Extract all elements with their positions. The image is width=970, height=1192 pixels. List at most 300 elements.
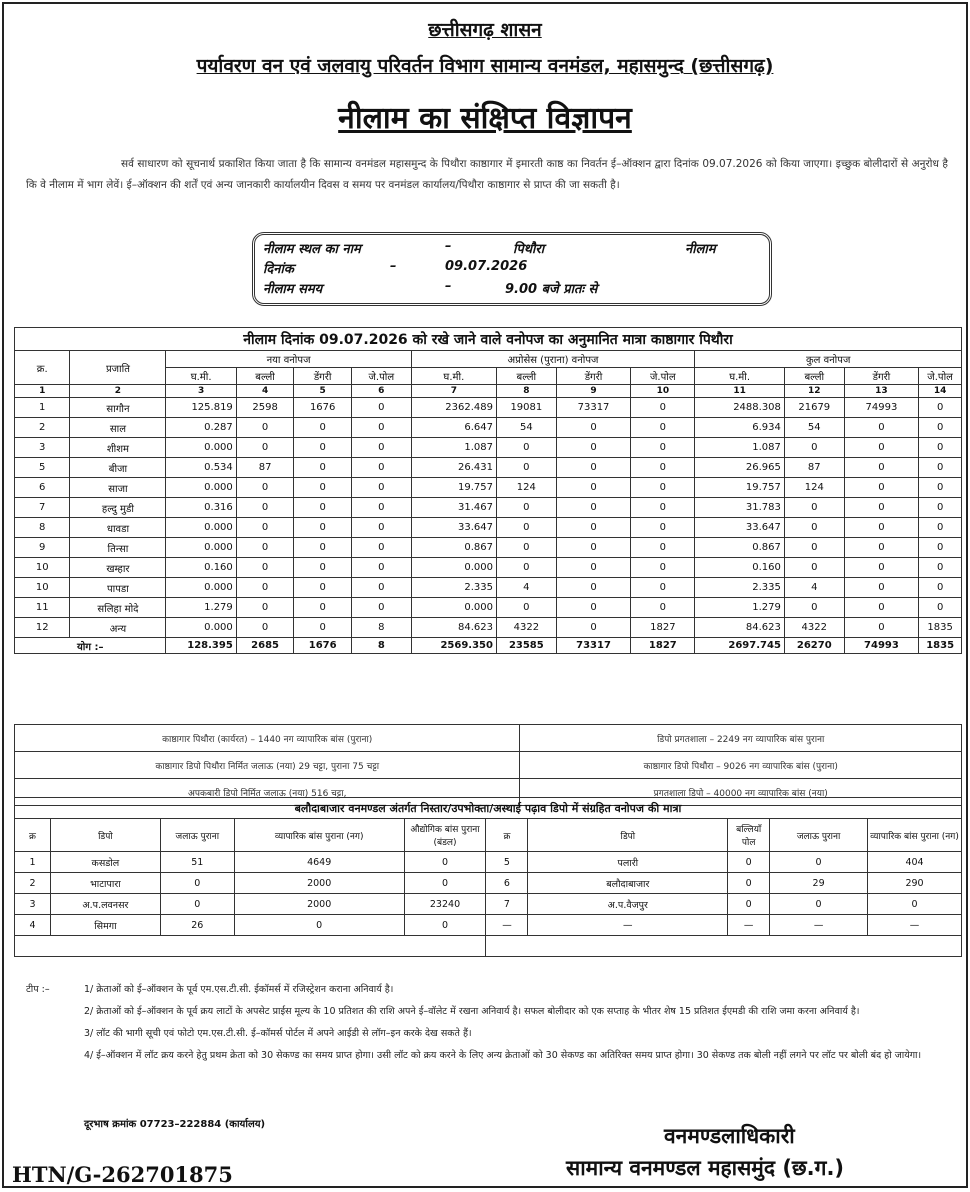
row-value: 0 xyxy=(631,398,695,418)
info-cell: प्रगतशाला डिपो – 40000 नग व्यापारिक बांस (नया) xyxy=(520,779,962,806)
row-sr: 10 xyxy=(15,578,70,598)
row-value: 0 xyxy=(631,418,695,438)
date-label: दिनांक xyxy=(263,262,294,277)
t2-cell: — xyxy=(528,915,728,936)
row-species: सागौन xyxy=(70,398,166,418)
table-row xyxy=(15,598,962,618)
t2-cell: 23240 xyxy=(404,894,486,915)
table-row xyxy=(15,398,962,418)
row-value: 1676 xyxy=(294,398,352,418)
row-species: खम्हार xyxy=(70,558,166,578)
row-sr: 10 xyxy=(15,558,70,578)
row-value: 0 xyxy=(351,538,411,558)
row-value: 0.160 xyxy=(695,558,785,578)
table-row xyxy=(15,852,962,873)
t2-cell: 404 xyxy=(868,852,962,873)
row-value: 0 xyxy=(496,458,556,478)
row-value: 0 xyxy=(631,438,695,458)
row-species: सलिहा मोदे xyxy=(70,598,166,618)
t2-left-header: औद्योगिक बांस पुराना (बंडल) xyxy=(404,819,486,852)
row-value: 2362.489 xyxy=(411,398,496,418)
row-value: 0 xyxy=(351,558,411,578)
row-value: 21679 xyxy=(784,398,844,418)
row-value: 84.623 xyxy=(411,618,496,638)
row-value: 0 xyxy=(556,618,631,638)
row-value: 0 xyxy=(294,498,352,518)
t2-cell: 2 xyxy=(15,873,51,894)
row-species: पापडा xyxy=(70,578,166,598)
col-number: 3 xyxy=(166,385,236,398)
t2-right-header: क्र xyxy=(486,819,528,852)
signatory-office: सामान्य वनमण्डल महासमुंद (छ.ग.) xyxy=(566,1156,845,1180)
row-value: 0 xyxy=(294,418,352,438)
t2-cell: 0 xyxy=(728,894,770,915)
row-value: 0.000 xyxy=(166,518,236,538)
row-value: 0 xyxy=(496,558,556,578)
row-value: 0 xyxy=(631,538,695,558)
place-label: नीलाम स्थल का नाम xyxy=(263,242,361,257)
row-value: 19.757 xyxy=(411,478,496,498)
t2-left-header: डिपो xyxy=(50,819,160,852)
row-value: 1835 xyxy=(919,618,962,638)
t2-cell: 4 xyxy=(15,915,51,936)
row-value: 0 xyxy=(236,538,294,558)
row-sr: 2 xyxy=(15,418,70,438)
t2-right-header: डिपो xyxy=(528,819,728,852)
t2-cell: 0 xyxy=(728,852,770,873)
row-species: हल्दु मुडी xyxy=(70,498,166,518)
row-value: 1.279 xyxy=(166,598,236,618)
row-species: बीजा xyxy=(70,458,166,478)
notice-title: नीलाम का संक्षिप्त विज्ञापन xyxy=(338,101,632,136)
row-value: 124 xyxy=(784,478,844,498)
row-value: 0 xyxy=(844,618,919,638)
col-sr: क्र. xyxy=(15,351,70,385)
intro-paragraph xyxy=(26,154,948,196)
row-value: 0 xyxy=(556,478,631,498)
row-value: 0 xyxy=(556,438,631,458)
t2-left-header: क्र xyxy=(15,819,51,852)
table-row xyxy=(15,558,962,578)
row-value: 0.000 xyxy=(411,598,496,618)
row-value: 54 xyxy=(496,418,556,438)
row-value: 0.000 xyxy=(166,578,236,598)
table-row xyxy=(15,478,962,498)
row-value: 4 xyxy=(496,578,556,598)
row-value: 74993 xyxy=(844,398,919,418)
t2-cell: 7 xyxy=(486,894,528,915)
sub-col-header: डेंगरी xyxy=(294,368,352,385)
row-value: 125.819 xyxy=(166,398,236,418)
t2-cell: 0 xyxy=(728,873,770,894)
row-value: 0 xyxy=(351,398,411,418)
auction-info-box xyxy=(252,232,772,306)
t2-cell: 0 xyxy=(770,894,868,915)
row-value: 0 xyxy=(919,418,962,438)
t2-cell: 4649 xyxy=(234,852,404,873)
col-number: 11 xyxy=(695,385,785,398)
col-species: प्रजाति xyxy=(70,351,166,385)
date-dash: – xyxy=(390,259,397,274)
publication-code: HTN/G-262701875 xyxy=(12,1162,233,1187)
total-value: 2685 xyxy=(236,638,294,654)
row-sr: 3 xyxy=(15,438,70,458)
t2-cell: सिमगा xyxy=(50,915,160,936)
table-row xyxy=(15,873,962,894)
office-phone: दूरभाष क्रमांक 07723–222884 (कार्यालय) xyxy=(84,1119,266,1130)
t2-cell: — xyxy=(770,915,868,936)
col-number: 4 xyxy=(236,385,294,398)
row-value: 0.867 xyxy=(411,538,496,558)
total-value: 2697.745 xyxy=(695,638,785,654)
sub-col-header: घ.मी. xyxy=(166,368,236,385)
group-total: कुल वनोपज xyxy=(695,351,962,368)
sub-col-header: जे.पोल xyxy=(631,368,695,385)
row-value: 0 xyxy=(844,598,919,618)
row-value: 0.000 xyxy=(166,538,236,558)
t2-cell: 51 xyxy=(160,852,234,873)
row-value: 6.647 xyxy=(411,418,496,438)
table-row xyxy=(15,578,962,598)
row-value: 0 xyxy=(294,558,352,578)
row-value: 4322 xyxy=(784,618,844,638)
row-value: 0 xyxy=(236,598,294,618)
t2-cell: 0 xyxy=(868,894,962,915)
total-value: 2569.350 xyxy=(411,638,496,654)
total-value: 74993 xyxy=(844,638,919,654)
place-value: पिथौरा xyxy=(513,242,545,257)
table-row xyxy=(15,894,962,915)
t2-cell: अ.प.लवनसर xyxy=(50,894,160,915)
sub-col-header: डेंगरी xyxy=(844,368,919,385)
group-old: अप्रोसेस (पुराना) वनोपज xyxy=(411,351,695,368)
t2-cell: 2000 xyxy=(234,894,404,915)
col-number: 6 xyxy=(351,385,411,398)
t2-cell: 0 xyxy=(404,873,486,894)
row-value: 0 xyxy=(919,598,962,618)
row-value: 0 xyxy=(844,438,919,458)
row-value: 0 xyxy=(236,518,294,538)
row-value: 0.000 xyxy=(166,478,236,498)
row-value: 0 xyxy=(496,538,556,558)
t2-cell: — xyxy=(728,915,770,936)
row-value: 0 xyxy=(784,498,844,518)
note-4: 4/ ई–ऑक्शन में लॉट क्रय करने हेतु प्रथम क्रेता को 30 सेकण्ड का समय प्राप्त होगा। उसी लॉट को क्रय करने के लिए अन्य क्रेताओं को 30 सेकण्ड का अतिरिक्त समय प्राप्त होगा। 30 सेकण्ड तक बोली नहीं लगने पर लॉट पर बोली बंद हो जायेगा। xyxy=(84,1050,922,1061)
row-value: 19081 xyxy=(496,398,556,418)
t2-cell: 0 xyxy=(160,873,234,894)
t2-cell: 0 xyxy=(160,894,234,915)
row-value: 0 xyxy=(844,518,919,538)
sub-col-header: जे.पोल xyxy=(351,368,411,385)
table-row xyxy=(15,498,962,518)
row-value: 0 xyxy=(631,558,695,578)
row-value: 0 xyxy=(236,478,294,498)
row-value: 73317 xyxy=(556,398,631,418)
sub-col-header: बल्ली xyxy=(784,368,844,385)
row-value: 0 xyxy=(294,618,352,638)
row-value: 0 xyxy=(556,598,631,618)
col-number: 14 xyxy=(919,385,962,398)
col-number: 2 xyxy=(70,385,166,398)
row-sr: 9 xyxy=(15,538,70,558)
row-value: 0 xyxy=(351,498,411,518)
sub-col-header: घ.मी. xyxy=(695,368,785,385)
row-sr: 7 xyxy=(15,498,70,518)
row-value: 0 xyxy=(236,418,294,438)
t2-cell: 5 xyxy=(486,852,528,873)
total-value: 1827 xyxy=(631,638,695,654)
sub-col-header: डेंगरी xyxy=(556,368,631,385)
total-label: योग :– xyxy=(15,638,166,654)
row-value: 26.965 xyxy=(695,458,785,478)
row-value: 0 xyxy=(294,598,352,618)
row-species: धावडा xyxy=(70,518,166,538)
row-value: 0 xyxy=(294,438,352,458)
t2-cell: बलौदाबाजार xyxy=(528,873,728,894)
notes-section xyxy=(26,979,946,1067)
row-species: तिन्सा xyxy=(70,538,166,558)
t2-cell: कसडोल xyxy=(50,852,160,873)
info-cell: काष्ठागार डिपो पिथौरा निर्मित जलाऊ (नया) 29 चट्टा, पुराना 75 चट्टा xyxy=(15,752,520,779)
row-value: 84.623 xyxy=(695,618,785,638)
signatory-title: वनमण्डलाधिकारी xyxy=(664,1124,795,1148)
row-value: 0 xyxy=(919,438,962,458)
total-value: 1676 xyxy=(294,638,352,654)
table-row xyxy=(15,518,962,538)
row-value: 0 xyxy=(351,478,411,498)
row-value: 0 xyxy=(351,438,411,458)
row-value: 0 xyxy=(919,578,962,598)
total-value: 128.395 xyxy=(166,638,236,654)
place-dash: – xyxy=(445,239,452,254)
row-value: 31.783 xyxy=(695,498,785,518)
table-row xyxy=(15,618,962,638)
intro-text: सर्व साधारण को सूचनार्थ प्रकाशित किया जाता है कि सामान्य वनमंडल महासमुन्द के पिथौरा काष्ठागार में इमारती काष्ठ का निवर्तन ई–ऑक्शन द्वारा दिनांक 09.07.2026 को किया जाएगा। इच्छुक बोलीदारों से अनुरोध है कि वे नीलाम में भाग लेवें। ई–ऑक्शन की शर्तें एवं अन्य जानकारी कार्यालयीन दिवस व समय पर वनमंडल कार्यालय/पिथौरा काष्ठागार से प्राप्त की जा सकती है। xyxy=(26,158,948,191)
row-value: 0 xyxy=(556,538,631,558)
t2-cell: पलारी xyxy=(528,852,728,873)
row-value: 33.647 xyxy=(411,518,496,538)
row-value: 4 xyxy=(784,578,844,598)
row-value: 1.087 xyxy=(411,438,496,458)
row-value: 33.647 xyxy=(695,518,785,538)
row-value: 0 xyxy=(919,518,962,538)
t2-right-header: बल्लियाँ पोल xyxy=(728,819,770,852)
row-value: 2598 xyxy=(236,398,294,418)
row-value: 0 xyxy=(351,418,411,438)
row-value: 0 xyxy=(496,438,556,458)
row-value: 1.279 xyxy=(695,598,785,618)
info-cell: अपकबारी डिपो निर्मित जलाऊ (नया) 516 चट्टा, xyxy=(15,779,520,806)
row-value: 1827 xyxy=(631,618,695,638)
row-sr: 5 xyxy=(15,458,70,478)
row-value: 26.431 xyxy=(411,458,496,478)
place-suffix: नीलाम xyxy=(685,242,716,257)
row-value: 6.934 xyxy=(695,418,785,438)
note-1: 1/ क्रेताओं को ई–ऑक्शन के पूर्व एम.एस.टी.सी. ईकॉमर्स में रजिस्ट्रेशन कराना अनिवार्य है। xyxy=(84,984,394,995)
baloda-bazar-table xyxy=(14,797,962,957)
row-value: 0 xyxy=(631,498,695,518)
t2-cell: अ.प.वैजपुर xyxy=(528,894,728,915)
row-sr: 12 xyxy=(15,618,70,638)
row-value: 0 xyxy=(236,578,294,598)
row-value: 0 xyxy=(784,598,844,618)
row-value: 0.316 xyxy=(166,498,236,518)
t2-cell: 0 xyxy=(234,915,404,936)
row-value: 0 xyxy=(844,538,919,558)
row-value: 0.000 xyxy=(166,438,236,458)
row-value: 87 xyxy=(236,458,294,478)
row-value: 0 xyxy=(556,498,631,518)
row-value: 0 xyxy=(631,458,695,478)
row-value: 0 xyxy=(236,618,294,638)
t2-cell: 0 xyxy=(404,915,486,936)
row-value: 54 xyxy=(784,418,844,438)
department-header: पर्यावरण वन एवं जलवायु परिवर्तन विभाग सामान्य वनमंडल, महासमुन्द (छत्तीसगढ़) xyxy=(196,55,774,77)
row-value: 0 xyxy=(294,578,352,598)
row-value: 0 xyxy=(351,518,411,538)
row-value: 0 xyxy=(236,438,294,458)
depot-info-table xyxy=(14,724,962,806)
time-label: नीलाम समय xyxy=(263,282,323,297)
row-value: 0 xyxy=(351,578,411,598)
row-value: 0 xyxy=(556,578,631,598)
row-value: 2.335 xyxy=(411,578,496,598)
t2-cell: 29 xyxy=(770,873,868,894)
col-number: 1 xyxy=(15,385,70,398)
note-2: 2/ क्रेताओं को ई–ऑक्शन के पूर्व क्रय लाटों के अपसेट प्राईस मूल्य के 10 प्रतिशत की राशि अपने ई–वॉलेट में रखना अनिवार्य है। सफल बोलीदार को एक सप्ताह के भीतर शेष 15 प्रतिशत ईएमडी की राशि जमा करना अनिवार्य है। xyxy=(84,1006,860,1017)
t2-cell: 3 xyxy=(15,894,51,915)
row-value: 0 xyxy=(919,398,962,418)
notes-label: टीप :– xyxy=(26,984,50,995)
t2-left-header: व्यापारिक बांस पुराना (नग) xyxy=(234,819,404,852)
t2-cell: — xyxy=(486,915,528,936)
group-new: नया वनोपज xyxy=(166,351,411,368)
row-value: 2.335 xyxy=(695,578,785,598)
table-title: नीलाम दिनांक 09.07.2026 को रखे जाने वाले वनोपज का अनुमानित मात्रा काष्ठागार पिथौरा xyxy=(15,328,962,351)
t2-cell: 26 xyxy=(160,915,234,936)
sub-col-header: बल्ली xyxy=(496,368,556,385)
row-value: 0 xyxy=(631,478,695,498)
row-sr: 11 xyxy=(15,598,70,618)
time-value: 9.00 बजे प्रातः से xyxy=(505,282,598,297)
row-sr: 8 xyxy=(15,518,70,538)
row-value: 0.000 xyxy=(166,618,236,638)
info-cell: काष्ठागार पिथौरा (कार्यरत) – 1440 नग व्यापारिक बांस (पुराना) xyxy=(15,725,520,752)
row-value: 0 xyxy=(919,558,962,578)
t2-cell: भाटापारा xyxy=(50,873,160,894)
row-species: अन्य xyxy=(70,618,166,638)
col-number: 9 xyxy=(556,385,631,398)
info-cell: काष्ठागार डिपो पिथौरा – 9026 नग व्यापारिक बांस (पुराना) xyxy=(520,752,962,779)
row-value: 0 xyxy=(844,458,919,478)
t2-cell: — xyxy=(868,915,962,936)
govt-header: छत्तीसगढ़ शासन xyxy=(428,19,542,41)
row-species: शीशम xyxy=(70,438,166,458)
total-value: 73317 xyxy=(556,638,631,654)
total-value: 26270 xyxy=(784,638,844,654)
row-value: 0 xyxy=(919,538,962,558)
row-species: साल xyxy=(70,418,166,438)
sub-col-header: जे.पोल xyxy=(919,368,962,385)
advertisement-page xyxy=(2,2,968,1188)
row-value: 0 xyxy=(784,538,844,558)
row-value: 0 xyxy=(784,558,844,578)
row-species: साजा xyxy=(70,478,166,498)
row-value: 0 xyxy=(236,498,294,518)
col-number: 5 xyxy=(294,385,352,398)
t2-cell: 1 xyxy=(15,852,51,873)
row-value: 0.160 xyxy=(166,558,236,578)
table2-title: बलौदाबाजार वनमण्डल अंतर्गत निस्तार/उपभोक्ता/अस्थाई पढ़ाव डिपो में संग्रहित वनोपज की मात्रा xyxy=(15,798,962,819)
total-value: 1835 xyxy=(919,638,962,654)
t2-right-header: जलाऊ पुराना xyxy=(770,819,868,852)
row-value: 0 xyxy=(631,578,695,598)
row-value: 2488.308 xyxy=(695,398,785,418)
row-sr: 1 xyxy=(15,398,70,418)
row-value: 0 xyxy=(844,558,919,578)
row-value: 0.000 xyxy=(411,558,496,578)
row-sr: 6 xyxy=(15,478,70,498)
row-value: 0 xyxy=(631,518,695,538)
row-value: 0.534 xyxy=(166,458,236,478)
row-value: 0 xyxy=(844,478,919,498)
row-value: 0 xyxy=(294,518,352,538)
info-cell: डिपो प्रगतशाला – 2249 नग व्यापारिक बांस पुराना xyxy=(520,725,962,752)
row-value: 4322 xyxy=(496,618,556,638)
row-value: 0 xyxy=(844,418,919,438)
row-value: 0.287 xyxy=(166,418,236,438)
col-number: 8 xyxy=(496,385,556,398)
row-value: 0 xyxy=(496,518,556,538)
col-number: 10 xyxy=(631,385,695,398)
table-row xyxy=(15,418,962,438)
row-value: 0 xyxy=(294,458,352,478)
row-value: 0 xyxy=(556,418,631,438)
col-number: 7 xyxy=(411,385,496,398)
t2-left-header: जलाऊ पुराना xyxy=(160,819,234,852)
row-value: 0 xyxy=(784,518,844,538)
t2-cell: 0 xyxy=(404,852,486,873)
row-value: 0 xyxy=(919,458,962,478)
row-value: 0 xyxy=(784,438,844,458)
row-value: 0 xyxy=(919,478,962,498)
row-value: 0 xyxy=(294,538,352,558)
row-value: 0 xyxy=(556,558,631,578)
row-value: 0 xyxy=(496,498,556,518)
table-row xyxy=(15,458,962,478)
t2-cell: 6 xyxy=(486,873,528,894)
date-value: 09.07.2026 xyxy=(445,259,528,274)
t2-cell: 290 xyxy=(868,873,962,894)
row-value: 0 xyxy=(556,458,631,478)
sub-col-header: घ.मी. xyxy=(411,368,496,385)
row-value: 0 xyxy=(351,598,411,618)
table-row xyxy=(15,915,962,936)
total-value: 8 xyxy=(351,638,411,654)
total-value: 23585 xyxy=(496,638,556,654)
row-value: 0.867 xyxy=(695,538,785,558)
t2-right-header: व्यापारिक बांस पुराना (नग) xyxy=(868,819,962,852)
row-value: 0 xyxy=(294,478,352,498)
table-row xyxy=(15,438,962,458)
row-value: 0 xyxy=(631,598,695,618)
row-value: 19.757 xyxy=(695,478,785,498)
row-value: 87 xyxy=(784,458,844,478)
t2-cell: 0 xyxy=(770,852,868,873)
table-row xyxy=(15,538,962,558)
time-dash: – xyxy=(445,279,452,294)
row-value: 0 xyxy=(236,558,294,578)
